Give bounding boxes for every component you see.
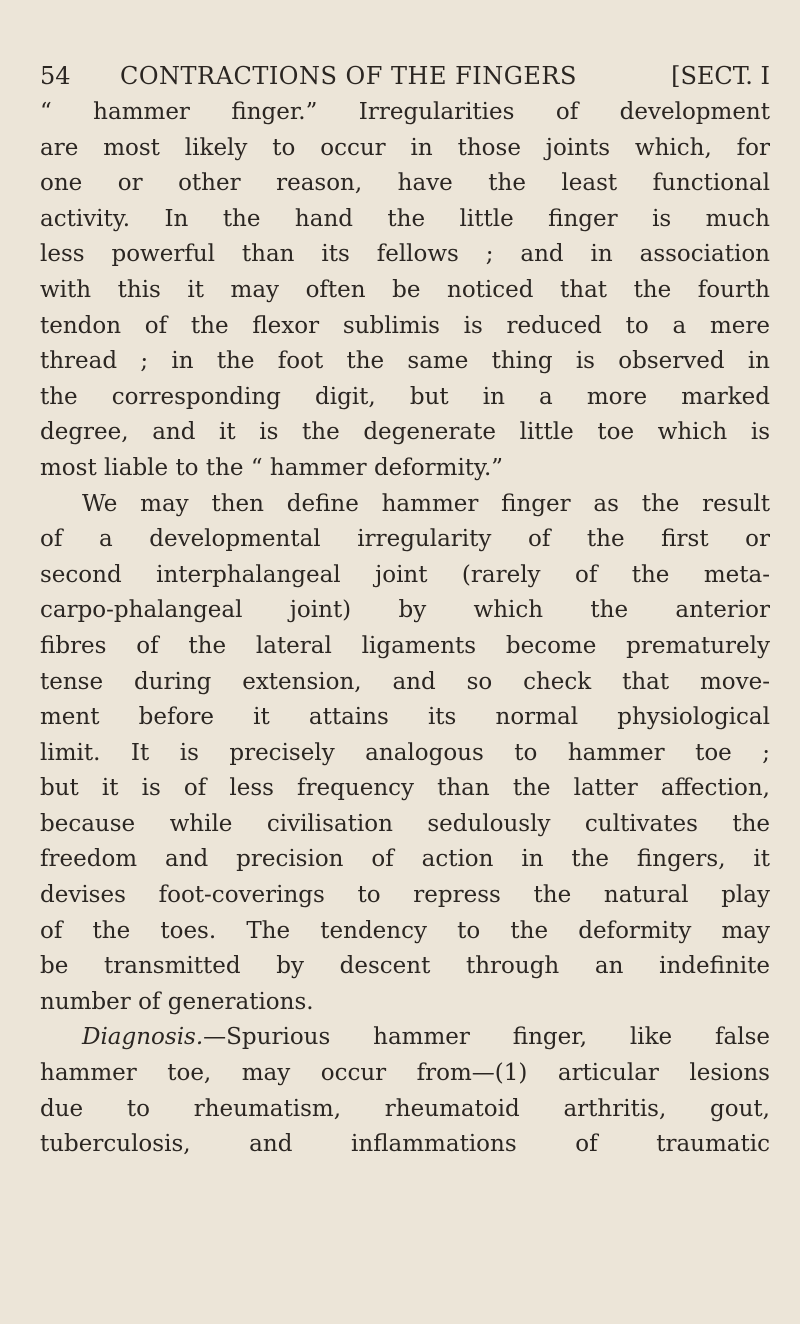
text-line: fibres of the lateral ligaments become prematurely <box>40 632 770 659</box>
diagnosis-heading: Diagnosis. <box>82 1024 204 1051</box>
text-line: tendon of the flexor sublimis is reduced to a mere <box>40 312 770 339</box>
text-line: freedom and precision of action in the fingers, it <box>40 846 770 873</box>
text-line: of a developmental irregularity of the first or <box>40 526 770 553</box>
text-line: hammer toe, may occur from—(1) articular lesions <box>40 1060 770 1087</box>
text-line: with this it may often be noticed that the fourth <box>40 276 770 303</box>
text-line: We may then define hammer finger as the result <box>82 490 770 517</box>
text-line: carpo-phalangeal joint) by which the anterior <box>40 597 770 624</box>
text-line: one or other reason, have the least functional <box>40 170 770 197</box>
body-text <box>40 95 770 1163</box>
text-line: devises foot-coverings to repress the natural play <box>40 882 770 909</box>
diagnosis-first-line <box>40 1020 770 1056</box>
text-line: be transmitted by descent through an indefinite <box>40 953 770 980</box>
text-line: less powerful than its fellows ; and in association <box>40 241 770 268</box>
section-marker: [SECT. I <box>671 62 770 90</box>
text-line: most liable to the “ hammer deformity.” <box>40 454 504 481</box>
text-line: due to rheumatism, rheumatoid arthritis, gout, <box>40 1095 770 1122</box>
page-number: 54 <box>40 62 71 90</box>
text-line: of the toes. The tendency to the deformity may <box>40 917 770 944</box>
text-line: “ hammer finger.” Irregularities of development <box>40 99 770 125</box>
text-line: second interphalangeal joint (rarely of the meta- <box>40 561 770 588</box>
text-line: activity. In the hand the little finger is much <box>40 205 770 232</box>
text-line: are most likely to occur in those joints which, for <box>40 134 770 161</box>
text-line: but it is of less frequency than the latter affection, <box>40 775 770 802</box>
text-line: ment before it attains its normal physiological <box>40 704 770 731</box>
diagnosis-text: —Spurious hammer finger, like false <box>203 1024 770 1051</box>
text-line: thread ; in the foot the same thing is observed in <box>40 348 770 375</box>
text-line: tense during extension, and so check that move- <box>40 668 770 695</box>
text-line: the corresponding digit, but in a more marked <box>40 383 770 410</box>
text-line: degree, and it is the degenerate little toe which is <box>40 419 770 446</box>
text-line: limit. It is precisely analogous to hammer toe ; <box>40 739 770 766</box>
text-line: tuberculosis, and inflammations of traumatic <box>40 1131 770 1158</box>
text-line: number of generations. <box>40 988 314 1015</box>
running-title: CONTRACTIONS OF THE FINGERS <box>120 62 577 90</box>
text-line: because while civilisation sedulously cultivates the <box>40 810 770 837</box>
